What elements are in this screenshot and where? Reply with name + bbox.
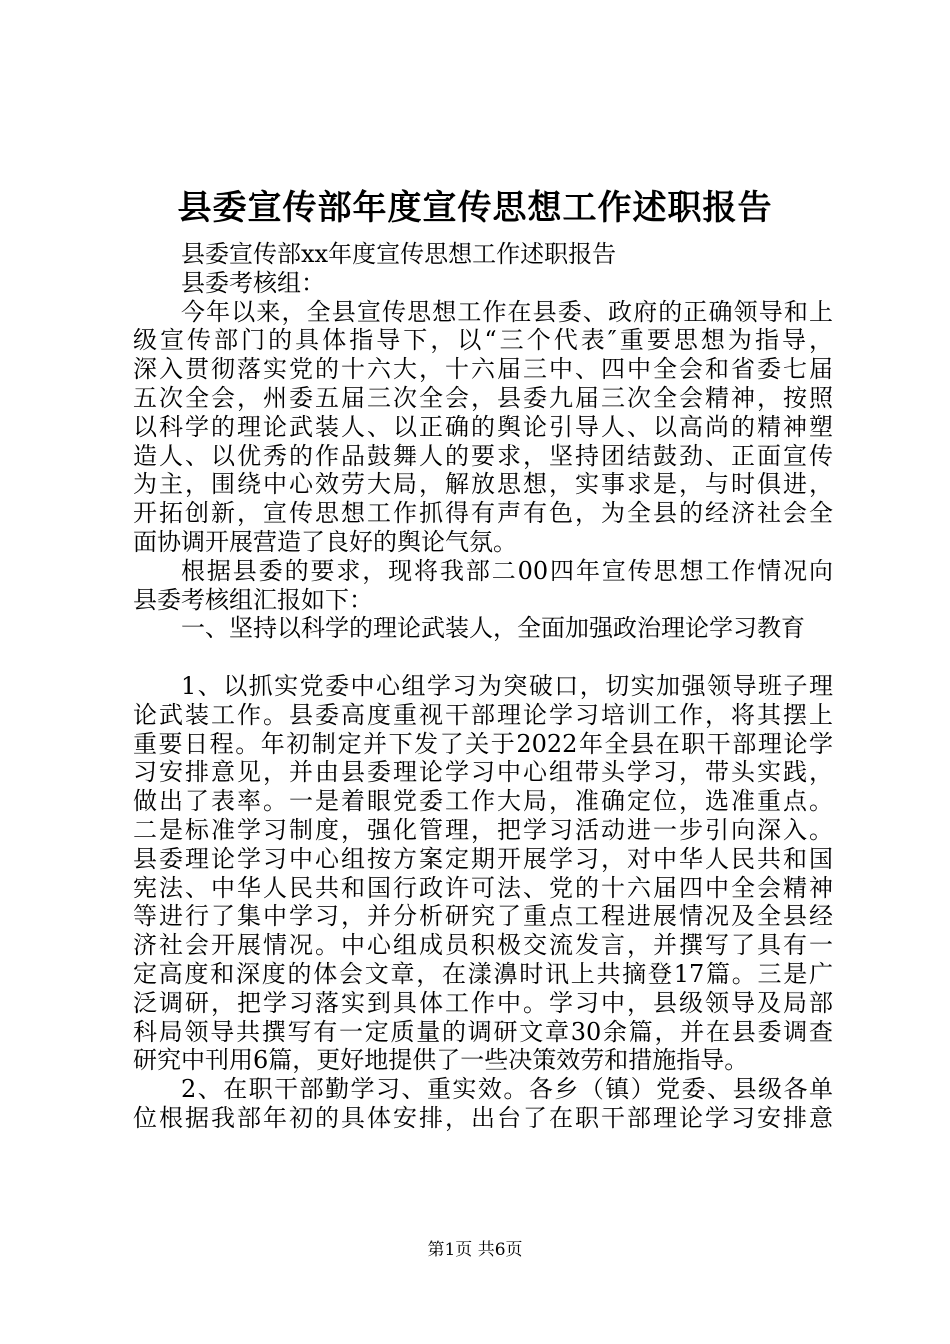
text-line: 级宣传部门的具体指导下，以“三个代表″重要思想为指导， (133, 326, 833, 355)
text-line: 为主，围绕中心效劳大局，解放思想，实事求是，与时俱进， (133, 470, 833, 499)
text-line: 位根据我部年初的具体安排，出台了在职干部理论学习安排意 (133, 1103, 833, 1132)
text-line: 以科学的理论武装人、以正确的舆论引导人、以高尚的精神塑 (133, 412, 833, 441)
text-line: 县委宣传部xx年度宣传思想工作述职报告 (181, 240, 617, 268)
text-line: 科局领导共撰写有一定质量的调研文章30余篇，并在县委调查 (133, 1017, 833, 1046)
text-line: 根据县委的要求，现将我部二00四年宣传思想工作情况向 (181, 556, 833, 585)
text-line: 重要日程。年初制定并下发了关于2022年全县在职干部理论学 (133, 729, 833, 758)
text-line: 县委理论学习中心组按方案定期开展学习，对中华人民共和国 (133, 844, 833, 873)
text-line: 县委考核组： (181, 268, 325, 297)
page-number: 第1页 共6页 (427, 1240, 523, 1260)
text-line: 济社会开展情况。中心组成员积极交流发言，并撰写了具有一 (133, 931, 833, 960)
text-line: 泛调研，把学习落实到具体工作中。学习中，县级领导及局部 (133, 988, 833, 1017)
text-line: 宪法、中华人民共和国行政许可法、党的十六届四中全会精神 (133, 873, 833, 902)
text-line: 等进行了集中学习，并分析研究了重点工程进展情况及全县经 (133, 902, 833, 931)
text-line: 深入贯彻落实党的十六大，十六届三中、四中全会和省委七届 (133, 355, 833, 384)
document-title: 县委宣传部年度宣传思想工作述职报告 (177, 188, 773, 228)
text-line: 开拓创新，宣传思想工作抓得有声有色，为全县的经济社会全 (133, 499, 833, 528)
text-line: 做出了表率。一是着眼党委工作大局，准确定位，选准重点。 (133, 787, 833, 816)
blank-line (133, 643, 833, 672)
text-line: 1、以抓实党委中心组学习为突破口，切实加强领导班子理 (181, 671, 833, 700)
text-line: 定高度和深度的体会文章，在漾濞时讯上共摘登17篇。三是广 (133, 959, 833, 988)
section-heading: 一、坚持以科学的理论武装人，全面加强政治理论学习教育 (181, 614, 805, 643)
text-line: 研究中刊用6篇，更好地提供了一些决策效劳和措施指导。 (133, 1046, 749, 1075)
text-line: 面协调开展营造了良好的舆论气氛。 (133, 527, 517, 556)
text-line: 习安排意见，并由县委理论学习中心组带头学习，带头实践， (133, 758, 833, 787)
text-line: 二是标准学习制度，强化管理，把学习活动进一步引向深入。 (133, 815, 833, 844)
document-body (133, 240, 833, 1133)
text-line: 造人、以优秀的作品鼓舞人的要求，坚持团结鼓劲、正面宣传 (133, 441, 833, 470)
text-line: 县委考核组汇报如下： (133, 585, 373, 614)
text-line: 今年以来，全县宣传思想工作在县委、政府的正确领导和上 (181, 297, 833, 326)
text-line: 论武装工作。县委高度重视干部理论学习培训工作，将其摆上 (133, 700, 833, 729)
text-line: 2、在职干部勤学习、重实效。各乡（镇）党委、县级各单 (181, 1075, 833, 1104)
text-line: 五次全会，州委五届三次全会，县委九届三次全会精神，按照 (133, 383, 833, 412)
